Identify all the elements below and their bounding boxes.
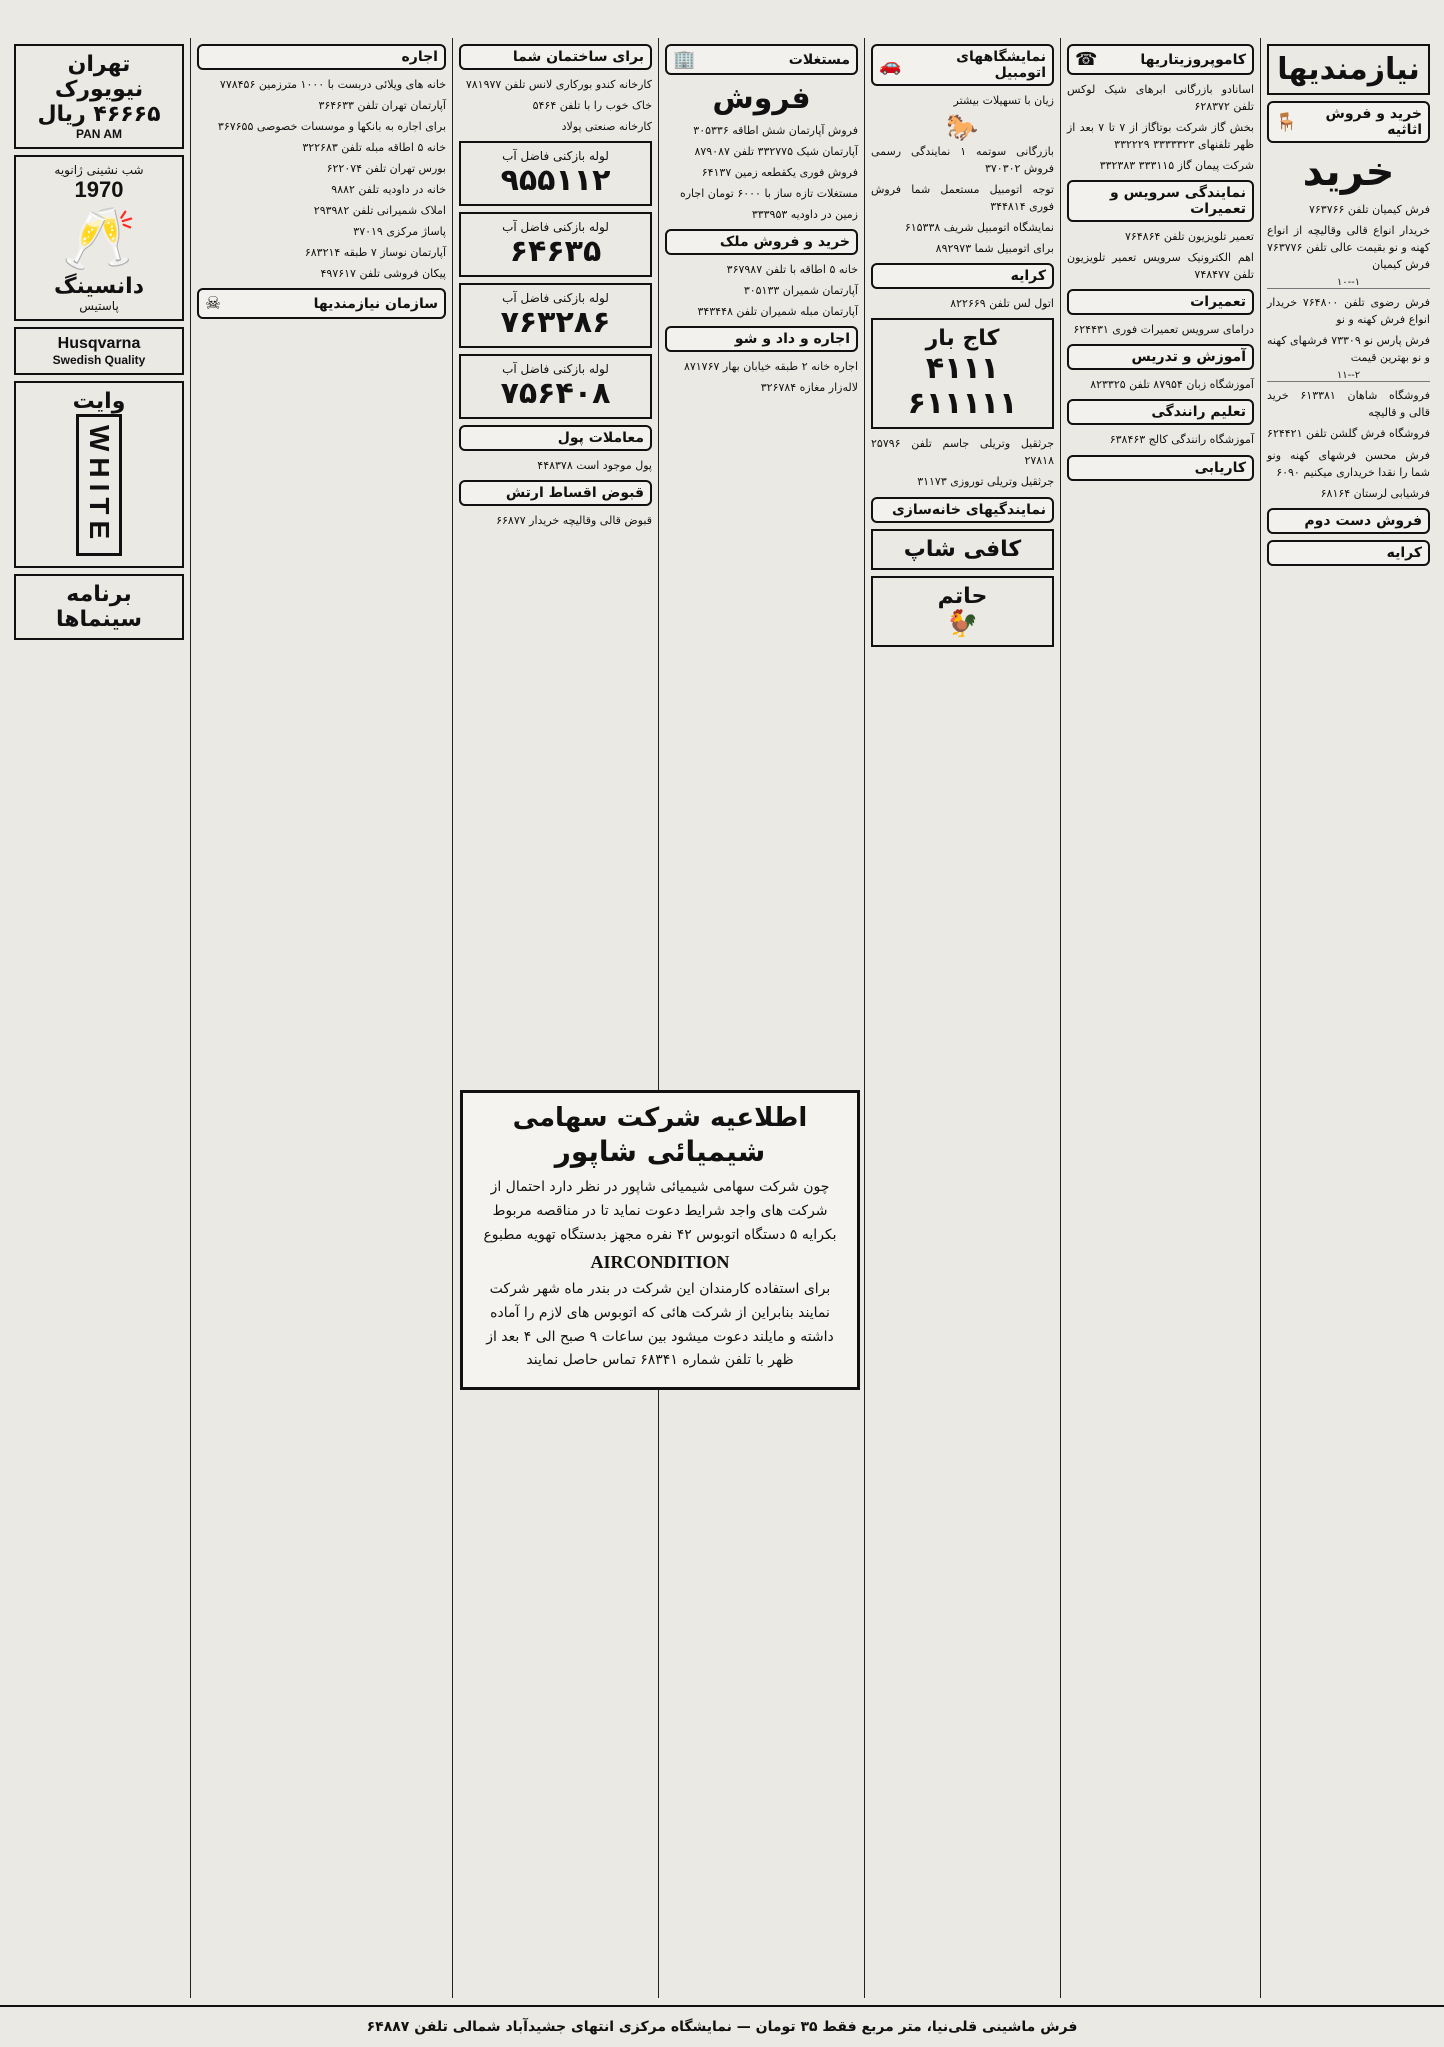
plumbing-phone: ۹۵۵۱۱۲ xyxy=(500,163,611,199)
ad-item: بخش گاز شرکت بوتاگاز از ۷ تا ۷ بعد از ظهر تلفنهای ۳۳۳۳۳۲۳ ۳۳۲۲۲۹ xyxy=(1067,121,1254,152)
section-title: فروش دست دوم xyxy=(1304,512,1422,529)
section-header-housing xyxy=(871,497,1054,523)
chair-icon: 🪑 xyxy=(1275,111,1298,133)
section-title: خرید و فروش اثاثیه xyxy=(1325,106,1422,138)
section-header-rent xyxy=(871,263,1054,289)
kaj-bar-title: کاج بار xyxy=(925,326,1000,352)
section-title: خرید و فروش ملک xyxy=(719,234,850,251)
section-title: کرایه xyxy=(1010,268,1046,285)
ad-item: فروشگاه شاهان ۶۱۳۳۸۱ خرید قالی و قالیچه xyxy=(1267,389,1430,420)
ad-item: فروش آپارتمان شش اطاقه ۳۰۵۳۳۶ xyxy=(693,124,858,137)
panam-tehran: تهران xyxy=(67,52,131,77)
husqvarna-ad xyxy=(14,327,184,375)
column-real-estate xyxy=(658,38,864,1998)
section-header-teaching xyxy=(1067,344,1254,370)
classifieds-title-box xyxy=(1267,44,1430,95)
ad-item: زیان با تسهیلات بیشتر xyxy=(953,94,1054,107)
car-icon: 🚗 xyxy=(879,54,902,76)
section-header-real-estate xyxy=(665,44,858,75)
section-title: مستغلات xyxy=(788,51,850,68)
ad-item: کارخانه صنعتی پولاد xyxy=(561,120,652,134)
plumbing-ad xyxy=(459,354,652,419)
section-title: کاموپروزیتاریها xyxy=(1140,51,1246,68)
announcement-title: اطلاعیه شرکت سهامی xyxy=(512,1103,808,1133)
horse-icon: 🐎 xyxy=(946,113,979,144)
ad-item: اهم الکترونیک سرویس تعمیر تلویزیون تلفن ۷۴۸۴۷۷ xyxy=(1067,251,1254,282)
announcement-aircondition: AIRCONDITION xyxy=(590,1252,730,1273)
telephone-icon: ☎ xyxy=(1075,49,1098,70)
ad-item: اتول لس تلفن ۸۲۲۶۶۹ xyxy=(950,297,1054,311)
plumbing-title: لوله بازکنی فاضل آب xyxy=(502,362,609,377)
plumbing-ad xyxy=(459,283,652,348)
ad-item: قبوض قالی وقالیچه خریدار ۶۶۸۷۷ xyxy=(496,514,652,528)
ad-item: درامای سرویس تعمیرات فوری ۶۲۴۴۳۱ xyxy=(1073,323,1254,337)
white-title-fa: وایت xyxy=(72,389,126,414)
section-header-driving xyxy=(1067,399,1254,425)
panam-logo: PAN AM xyxy=(76,127,122,141)
section-header-jobs xyxy=(1067,455,1254,481)
ad-item: شرکت پیمان گاز ۳۳۳۱۱۵ ۳۳۲۳۸۳ xyxy=(1099,159,1254,173)
section-title: برای ساختمان شما xyxy=(512,49,644,65)
section-header-second-hand xyxy=(1267,508,1430,534)
ad-item: فرش کیمیان تلفن ۷۶۳۷۶۶ xyxy=(1308,203,1430,216)
ad-item: بازرگانی سوتمه ۱ نمایندگی رسمی فروش ۳۷۰۳۰۲ xyxy=(871,145,1054,176)
section-header-kamo xyxy=(1067,44,1254,75)
plumbing-ad xyxy=(459,141,652,206)
ad-item: خانه در داودیه تلفن ۹۸۸۲ xyxy=(331,183,446,197)
ad-item: کارخانه کندو بورکاری لانس تلفن ۷۸۱۹۷۷ xyxy=(465,78,652,91)
building-icon: 🏢 xyxy=(673,49,696,70)
ad-item: اجاره خانه ۲ طبقه خیابان بهار ۸۷۱۷۶۷ xyxy=(683,360,858,374)
ad-item: آپارتمان مبله شمیران تلفن ۳۴۳۴۴۸ xyxy=(697,305,858,319)
ad-item: آموزشگاه زبان ۸۷۹۵۴ تلفن ۸۲۳۳۲۵ xyxy=(1090,378,1254,392)
cinema-title: برنامه سینماها xyxy=(55,582,143,633)
ad-item: آپارتمان شمیران ۳۰۵۱۳۳ xyxy=(743,284,858,298)
ad-item: پاساژ مرکزی ۳۷۰۱۹ xyxy=(353,225,446,239)
ad-item: خانه های ویلائی دربست با ۱۰۰۰ مترزمین ۷۷۸۴۵۶ xyxy=(219,78,446,91)
panam-price: ۴۶۶۶۵ ریال xyxy=(37,102,161,127)
section-header-furniture xyxy=(1267,101,1430,143)
rooster-icon: 🐓 xyxy=(946,608,979,639)
section-header-installments xyxy=(459,480,652,506)
section-header-lease xyxy=(197,44,446,70)
ad-item: فرش پارس نو ۷۳۳۰۹ فرشهای کهنه و نو بهترین قیمت xyxy=(1267,334,1430,365)
panam-ad xyxy=(14,44,184,149)
ad-item: آموزشگاه رانندگی کالج ۶۳۸۴۶۳ xyxy=(1109,433,1254,447)
section-header-repairs xyxy=(1067,289,1254,315)
ad-item: زمین در داودیه ۳۳۳۹۵۳ xyxy=(751,208,858,222)
ad-item: آپارتمان شیک ۳۳۲۷۷۵ تلفن ۸۷۹۰۸۷ xyxy=(694,145,858,159)
plumbing-phone: ۶۴۶۳۵ xyxy=(509,234,602,270)
pasteis-title: پاستیس xyxy=(79,299,119,313)
column-automobiles xyxy=(864,38,1060,1998)
ad-item: آپارتمان نوساز ۷ طبقه ۶۸۳۲۱۴ xyxy=(304,246,446,260)
section-title: سازمان نیازمندیها xyxy=(313,295,438,312)
section-title: آموزش و تدریس xyxy=(1131,349,1246,366)
hatam-ad xyxy=(871,576,1054,647)
plumbing-phone: ۷۶۳۲۸۶ xyxy=(500,305,611,341)
plumbing-phone: ۷۵۶۴۰۸ xyxy=(500,376,611,412)
panam-newyork: نیویورک xyxy=(54,77,144,102)
section-title: تعمیرات xyxy=(1190,294,1246,311)
section-title: نمایشگاههای اتومبیل xyxy=(956,49,1046,81)
section-header-construction xyxy=(459,44,652,70)
kaj-bar-phone: ۶۱۱۱۱۱ xyxy=(907,386,1018,422)
ad-item: پیکان فروشی تلفن ۴۹۷۶۱۷ xyxy=(320,267,446,281)
ad-item: خانه ۵ اطاقه مبله تلفن ۳۲۲۶۸۳ xyxy=(302,141,446,155)
section-title: کرایه xyxy=(1386,544,1422,561)
white-ad xyxy=(14,381,184,568)
coffee-shop-ad xyxy=(871,529,1054,570)
announcement-box xyxy=(460,1090,860,1390)
section-header-buy-sell xyxy=(665,229,858,255)
section-title: کاریابی xyxy=(1194,459,1246,476)
column-classified-index xyxy=(1260,38,1436,1998)
cinema-program-header xyxy=(14,574,184,640)
ad-item: جرثقیل وتریلی توروزی ۳۱۱۷۳ xyxy=(917,475,1054,489)
footer-banner: فرش ماشینی قلی‌نیا، متر مربع فقط ۳۵ تومان — نمایشگاه مرکزی انتهای جشیدآباد شمالی تلفن ۶۴۸۸۷ xyxy=(0,2005,1444,2047)
section-header-lease xyxy=(665,326,858,352)
ad-item: مستغلات تازه ساز با ۶۰۰۰ تومان اجاره xyxy=(679,187,858,201)
section-title: نمایندگی سرویس و تعمیرات xyxy=(1110,185,1246,218)
plumbing-ad xyxy=(459,212,652,277)
ad-item: خاک خوب را با تلفن ۵۴۶۴ xyxy=(532,99,652,113)
kaj-bar-ad xyxy=(871,318,1054,429)
section-title: اجاره xyxy=(401,49,438,65)
divider: ۱--۱۰ xyxy=(1267,277,1430,289)
section-header-money xyxy=(459,425,652,451)
plumbing-title: لوله بازکنی فاضل آب xyxy=(502,149,609,164)
ad-item: آپارتمان تهران تلفن ۳۶۴۶۳۳ xyxy=(318,99,446,113)
ad-item: توجه اتومبیل مستعمل شما فروش فوری ۳۴۴۸۱۴ xyxy=(871,183,1054,214)
ad-item: فروش فوری یکقطعه زمین ۶۴۱۳۷ xyxy=(701,166,858,180)
ad-item: اسانادو بازرگانی ابرهای شیک لوکس تلفن ۶۲۸۳۷۲ xyxy=(1067,83,1254,114)
section-title: معاملات پول xyxy=(557,430,644,447)
announcement-body: چون شرکت سهامی شیمیائی شاپور در نظر دارد احتمال از شرکت های واجد شرایط دعوت نماید تا در مناقصه مربوط بکرایه ۵ دستگاه اتوبوس ۴۲ نفره مجهز بدستگاه تهویه مطبوع xyxy=(483,1179,837,1243)
column-services xyxy=(1060,38,1260,1998)
sale-heading: فروش xyxy=(712,81,811,116)
classifieds-title: نیازمندیها xyxy=(1277,52,1420,87)
section-title: اجاره و داد و شو xyxy=(734,331,850,348)
ad-item: پول موجود است ۴۴۸۳۷۸ xyxy=(537,459,652,473)
column-housing-lease xyxy=(190,38,452,1998)
section-header-rent xyxy=(1267,540,1430,566)
section-header-autos xyxy=(871,44,1054,86)
plumbing-title: لوله بازکنی فاضل آب xyxy=(502,220,609,235)
ad-item: جرثقیل وتریلی جاسم تلفن ۲۵۷۹۶ ۲۷۸۱۸ xyxy=(871,437,1054,468)
column-construction xyxy=(452,38,658,1998)
husqvarna-tagline: Swedish Quality xyxy=(52,353,146,367)
section-header-service xyxy=(1067,180,1254,222)
skull-icon: ☠ xyxy=(205,293,222,315)
ad-item: برای اجاره به بانکها و موسسات خصوصی ۳۶۷۶۵۵ xyxy=(217,120,446,134)
section-title: نمایندگیهای خانه‌سازی xyxy=(891,501,1046,518)
announcement-body-2: برای استفاده کارمندان این شرکت در بندر ماه شهر شرکت نمایند بنابراین از شرکت هائی که اتوبوس های لازم را آماده داشته و مایلند دعوت میشود بین ساعات ۹ صبح الی ۴ بعد از ظهر با تلفن شماره ۶۸۳۴۱ تماس حاصل نمایند xyxy=(486,1280,834,1369)
white-logo: WHITE xyxy=(76,414,122,556)
section-header-classified-org xyxy=(197,288,446,319)
ad-item: فرشیابی لرستان ۶۸۱۶۴ xyxy=(1320,486,1430,500)
ad-item: خانه ۵ اطاقه با تلفن ۳۶۷۹۸۷ xyxy=(726,263,858,277)
ad-item: بورس تهران تلفن ۶۲۲۰۷۴ xyxy=(326,162,446,176)
ad-item: لاله‌زار مغازه ۳۲۶۷۸۴ xyxy=(760,381,858,395)
divider: ۲--۱۱ xyxy=(1267,370,1430,382)
coffee-shop-title: کافی شاپ xyxy=(903,536,1022,562)
buy-heading: خرید xyxy=(1302,149,1395,195)
ad-item: فرش محسن فرشهای کهنه ونو شما را نقدا خریداری میکنیم ۶۰۹۰ xyxy=(1267,448,1430,479)
ad-item: برای اتومبیل شما ۸۹۲۹۷۳ xyxy=(935,242,1054,256)
ball-night-ad xyxy=(14,155,184,321)
ad-item: املاک شمیرانی تلفن ۲۹۳۹۸۲ xyxy=(313,204,446,218)
husqvarna-logo: Husqvarna xyxy=(57,335,141,352)
announcement-company: شیمیائی شاپور xyxy=(554,1135,766,1168)
column-display-ads xyxy=(8,38,190,1998)
ad-item: فروشگاه فرش گلشن تلفن ۶۲۴۴۲۱ xyxy=(1267,427,1430,441)
ball-year: 1970 xyxy=(74,177,124,202)
section-title: قبوض اقساط ارتش xyxy=(505,485,644,502)
dancing-title: دانسینگ xyxy=(54,274,144,299)
ad-item: نمایشگاه اتومبیل شریف ۶۱۵۳۳۸ xyxy=(904,221,1054,235)
section-title: تعلیم رانندگی xyxy=(1151,404,1246,421)
ball-title: شب نشینی ژانویه xyxy=(54,163,144,177)
glasses-icon: 🥂 xyxy=(61,204,137,274)
hatam-title: حاتم xyxy=(937,583,988,609)
kaj-bar-phone: ۴۱۱۱ xyxy=(925,351,1000,387)
ad-item: فرش رضوی تلفن ۷۶۴۸۰۰ خریدار انواع فرش کهنه و نو xyxy=(1267,296,1430,327)
ad-item: خریدار انواع قالی وقالیچه از انواع کهنه و نو بقیمت عالی تلفن ۷۶۳۷۷۶ فرش کیمیان xyxy=(1267,224,1430,272)
plumbing-title: لوله بازکنی فاضل آب xyxy=(502,291,609,306)
ad-item: تعمیر تلویزیون تلفن ۷۶۴۸۶۴ xyxy=(1124,230,1254,244)
